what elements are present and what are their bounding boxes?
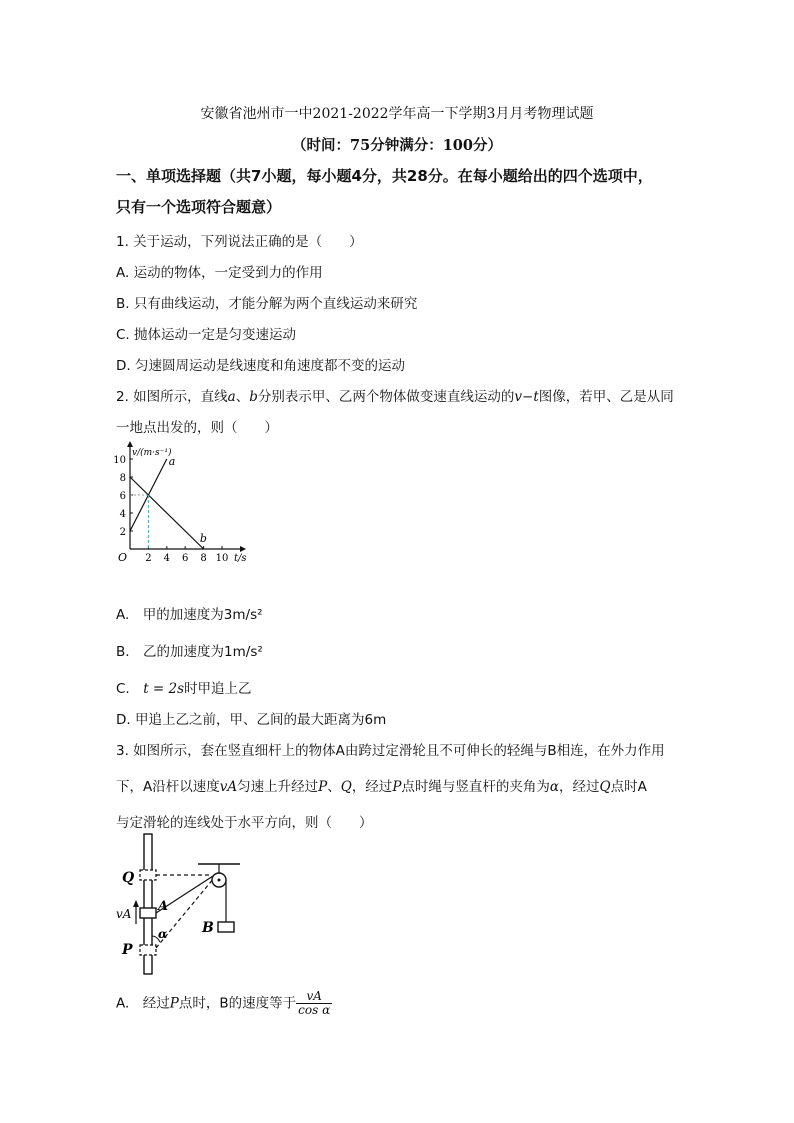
page-subtitle: （时间：75分钟满分：100分） (292, 137, 502, 154)
velocity-fraction: $\frac{vA}{\text{cos α}}$ (298, 989, 331, 1018)
vt-graph (112, 436, 272, 570)
q1-option-a: A. 运动的物体，一定受到力的作用 (116, 265, 323, 281)
y-tick-label: 8 (119, 473, 126, 484)
page-title: 安徽省池州市一中2021-2022学年高一下学期3月月考物理试题 (200, 106, 594, 122)
q3-stem-line3: 与定滑轮的连线处于水平方向，则（ ） (116, 815, 373, 831)
q1-stem: 1. 关于运动，下列说法正确的是（ ） (116, 234, 363, 250)
q-position-marker (140, 870, 156, 880)
y-tick-label: 4 (119, 509, 126, 520)
y-tick-label: 2 (119, 527, 126, 538)
section-heading-line1: 一、单项选择题（共7小题，每小题4分，共28分。在每小题给出的四个选项中， (116, 167, 653, 185)
label-a: A (158, 899, 169, 914)
q3-stem-line2: 下，A沿杆以速度vA匀速上升经过P、Q，经过P点时绳与竖直杆的夹角为α，经过Q点时A (116, 779, 647, 795)
label-q: Q (122, 870, 135, 886)
q2-stem-line2: 一地点出发的，则（ ） (116, 420, 278, 436)
block-a (140, 908, 156, 918)
pulley-diagram (112, 832, 252, 978)
q2-option-c: C. t = 2s时甲追上乙 (116, 681, 252, 697)
x-tick-label: 2 (145, 553, 152, 564)
p-position-marker (140, 945, 156, 955)
origin-label: O (118, 551, 128, 564)
x-tick-label: 10 (215, 553, 229, 564)
q1-option-d: D. 匀速圆周运动是线速度和角速度都不变的运动 (116, 358, 405, 374)
q1-option-b: B. 只有曲线运动，才能分解为两个直线运动来研究 (116, 296, 418, 312)
y-axis-label: v/(m·s⁻¹) (132, 448, 172, 458)
line-a-label: a (168, 455, 176, 468)
y-tick-label: 6 (119, 491, 126, 502)
velocity-arrowhead (133, 900, 139, 907)
q2-option-a: A. 甲的加速度为3m/s² (116, 607, 263, 623)
label-va: vA (116, 907, 132, 921)
q2-option-b: B. 乙的加速度为1m/s² (116, 644, 263, 660)
y-tick-label: 10 (113, 455, 126, 466)
q3-stem-line1: 3. 如图所示，套在竖直细杆上的物体A由跨过定滑轮且不可伸长的轻绳与B相连，在外力作用 (116, 743, 665, 759)
label-alpha: α (158, 927, 168, 941)
x-tick-label: 4 (163, 553, 170, 564)
q2-stem-line1: 2. 如图所示，直线a、b分别表示甲、乙两个物体做变速直线运动的v−t图像，若甲、乙是从同 (116, 389, 674, 405)
q2-option-d: D. 甲追上乙之前，甲、乙间的最大距离为6m (116, 712, 387, 728)
block-b (218, 922, 234, 932)
series-line-b (130, 477, 204, 549)
x-axis-arrow (240, 546, 246, 552)
x-tick-label: 8 (200, 553, 207, 564)
pulley-axle (218, 879, 221, 882)
x-axis-label: t/s (234, 553, 247, 564)
label-b: B (202, 920, 214, 936)
label-p: P (122, 942, 133, 958)
y-axis-arrow (127, 441, 133, 447)
x-tick-label: 6 (182, 553, 189, 564)
line-b-label: b (199, 532, 207, 545)
section-heading-line2: 只有一个选项符合题意） (116, 198, 282, 216)
q1-option-c: C. 抛体运动一定是匀变速运动 (116, 327, 297, 343)
q3-option-a: A. 经过P点时，B的速度等于 $\frac{vA}{\text{cos α}}$ (116, 989, 331, 1018)
